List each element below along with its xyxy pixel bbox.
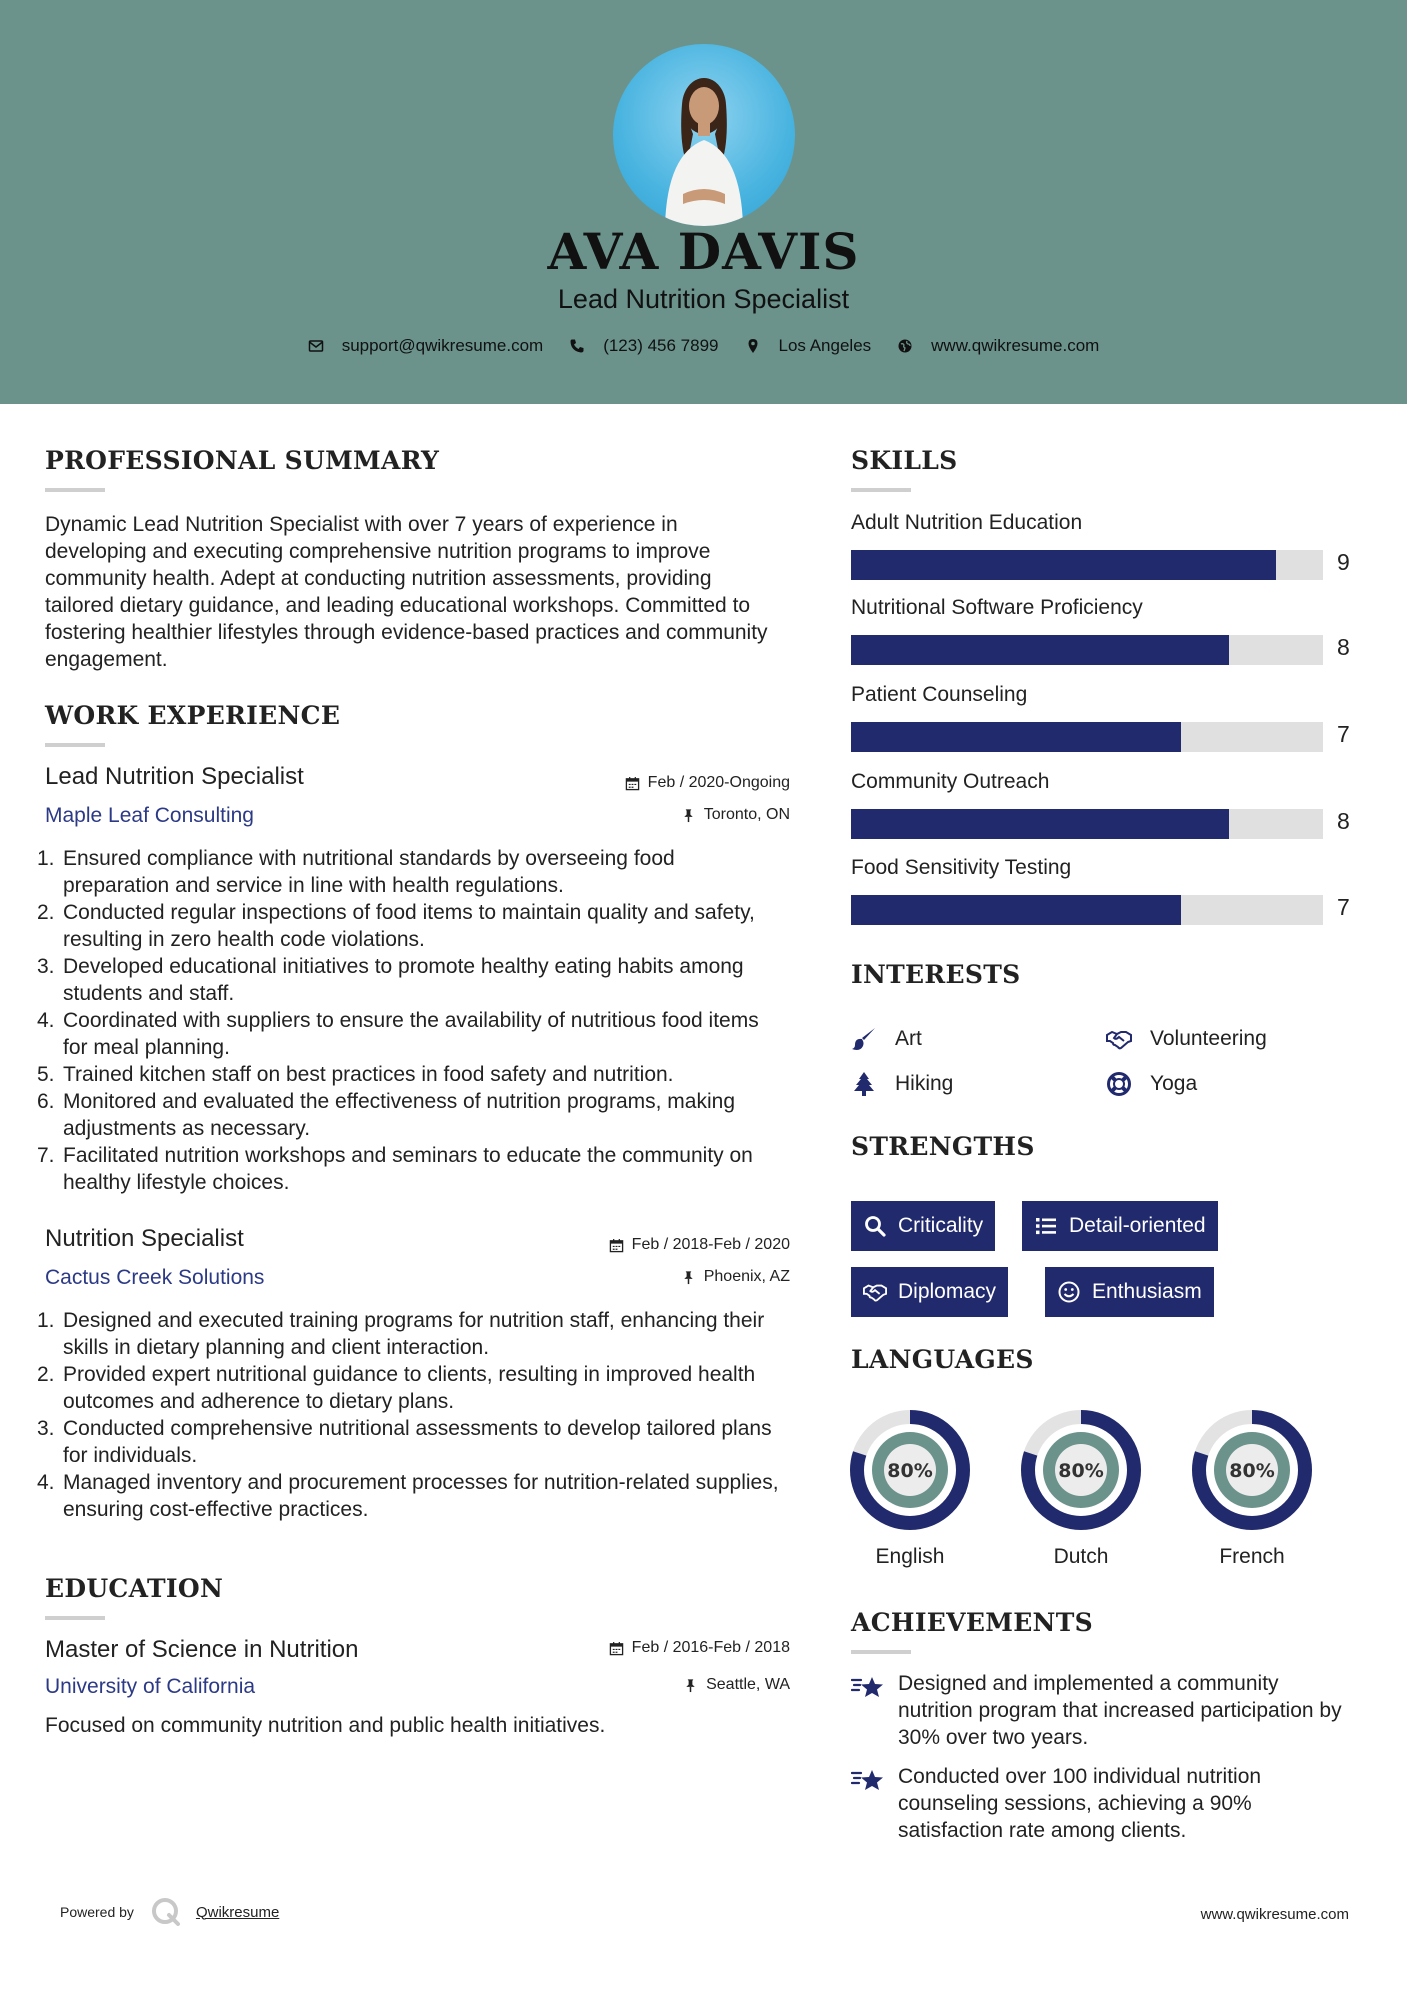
list-item: 2. Conducted regular inspections of food items to maintain quality and safety, resulting in zero health code violations. [37,901,755,951]
contact-bar [0,336,1407,356]
school-name: University of California [45,1675,256,1698]
skill-bar-track [851,635,1323,665]
strength-badge: Detail-oriented [1022,1201,1218,1251]
handshake-icon [863,1280,887,1304]
education-location-text: Seattle, WA [706,1676,790,1693]
education-heading: EDUCATION [45,1574,224,1603]
skill-label: Nutritional Software Proficiency [851,596,1143,619]
shooting-star-icon [851,1672,885,1702]
interests-heading: INTERESTS [851,960,1021,989]
skill-bar-fill [851,722,1181,752]
pushpin-icon [681,808,696,823]
summary-heading: PROFESSIONAL SUMMARY [45,446,440,475]
language-gauge [1191,1409,1313,1569]
skills-divider [851,488,911,492]
achievement-item: Designed and implemented a community nutrition program that increased participation by 30% over two years. [851,1670,1356,1751]
calendar-icon [609,1641,624,1656]
list-item: 4. Managed inventory and procurement processes for nutrition-related supplies, ensuring cost-effective practices. [37,1471,779,1521]
lifebuoy-icon [1106,1071,1132,1097]
language-percent: 80% [887,1460,933,1482]
list-item: 3. Conducted comprehensive nutritional assessments to develop tailored plans for individuals. [37,1417,772,1467]
education-location [683,1676,790,1694]
list-item: 5. Trained kitchen staff on best practices in food safety and nutrition. [37,1063,674,1086]
contact-location [745,336,872,356]
skill-label: Patient Counseling [851,683,1028,706]
strength-badge: Criticality [851,1201,995,1251]
achievements-heading: ACHIEVEMENTS [851,1608,1093,1637]
languages-heading: LANGUAGES [851,1345,1034,1374]
achievements-divider [851,1650,911,1654]
list-item: 7. Facilitated nutrition workshops and seminars to educate the community on healthy lifestyle choices. [37,1144,753,1194]
list-item: 4. Coordinated with suppliers to ensure the availability of nutritious food items for meal planning. [37,1009,759,1059]
language-donut [1191,1409,1313,1531]
strength-badge: Enthusiasm [1045,1267,1214,1317]
interest-art: Art [851,1026,922,1052]
brand-link[interactable]: Qwikresume [195,1903,280,1921]
list-item: 1. Designed and executed training programs for nutrition staff, enhancing their skills in dietary planning and client interaction. [37,1309,765,1359]
skill-label: Food Sensitivity Testing [851,856,1072,879]
contact-phone[interactable] [569,336,718,356]
education-dates [609,1639,790,1657]
job-dates [625,774,790,792]
education-dates-text: Feb / 2016-Feb / 2018 [631,1639,790,1656]
skill-bar-track [851,550,1323,580]
degree-title: Master of Science in Nutrition [45,1636,359,1663]
interest-yoga: Yoga [1106,1071,1197,1097]
pushpin-icon [681,1270,696,1285]
language-donut [849,1409,971,1531]
company-name: Maple Leaf Consulting [45,804,254,827]
calendar-icon [625,776,640,791]
contact-email[interactable] [308,336,544,356]
skill-bar-fill [851,635,1229,665]
experience-heading: WORK EXPERIENCE [45,701,341,730]
language-percent: 80% [1229,1460,1275,1482]
job-title: Nutrition Specialist [45,1225,244,1252]
list-item: 3. Developed educational initiatives to promote healthy eating habits among students and staff. [37,955,744,1005]
skill-score: 8 [1337,634,1350,660]
email-text: support@qwikresume.com [341,336,544,355]
skill-bar-fill [851,809,1229,839]
website-text: www.qwikresume.com [931,336,1100,355]
list-item: 1. Ensured compliance with nutritional standards by overseeing food preparation and service in line with health regulations. [37,847,675,897]
job-duties-list [37,845,785,1196]
job-location [681,1268,790,1286]
interest-volunteering: Volunteering [1106,1026,1267,1052]
language-label: French [1219,1545,1285,1568]
skill-bar-fill [851,895,1181,925]
job-location [681,806,790,824]
pushpin-icon [683,1678,698,1693]
paintbrush-icon [851,1026,877,1052]
language-gauge [1020,1409,1142,1569]
globe-icon [897,338,913,354]
list-item: 6. Monitored and evaluated the effectiveness of nutrition programs, making adjustments as necessary. [37,1090,735,1140]
experience-divider [45,743,105,747]
skill-score: 7 [1337,894,1350,920]
company-name: Cactus Creek Solutions [45,1266,265,1289]
skill-score: 8 [1337,808,1350,834]
job-dates [609,1236,790,1254]
skill-bar-track [851,895,1323,925]
skill-score: 9 [1337,549,1350,575]
footer-powered-by [60,1896,279,1928]
job-duties-list [37,1307,795,1523]
job-dates-text: Feb / 2018-Feb / 2020 [631,1236,790,1253]
job-location-text: Toronto, ON [703,806,790,823]
job-title: Lead Nutrition Specialist [45,763,304,790]
candidate-title: Lead Nutrition Specialist [557,284,850,314]
skill-label: Adult Nutrition Education [851,511,1083,534]
summary-text: Dynamic Lead Nutrition Specialist with over 7 years of experience in developing and executing comprehensive nutrition programs to improve community health. Adept at conducting nutrition assessments, providing tailored dietary guidance, and leading educational workshops. Committed to fostering healthier lifestyles through evidence-based practices and community engagement. [45,513,768,671]
list-icon [1034,1214,1058,1238]
skill-bar-track [851,809,1323,839]
skill-score: 7 [1337,721,1350,747]
language-label: English [875,1545,945,1568]
language-gauge [849,1409,971,1569]
envelope-icon [308,338,324,354]
header-banner [0,0,1407,404]
strength-badge: Diplomacy [851,1267,1008,1317]
contact-website[interactable] [897,336,1099,356]
calendar-icon [609,1238,624,1253]
shooting-star-icon [851,1765,885,1795]
summary-divider [45,488,105,492]
handshake-icon [1106,1026,1132,1052]
map-marker-icon [745,338,761,354]
powered-by-text: Powered by [60,1904,134,1920]
tree-icon [851,1071,877,1097]
interest-hiking: Hiking [851,1071,953,1097]
phone-icon [569,338,585,354]
education-divider [45,1616,105,1620]
location-text: Los Angeles [778,336,872,355]
profile-photo [613,44,795,226]
job-dates-text: Feb / 2020-Ongoing [647,774,790,791]
strengths-heading: STRENGTHS [851,1132,1035,1161]
achievement-item: Conducted over 100 individual nutrition counseling sessions, achieving a 90% satisfaction rate among clients. [851,1763,1356,1844]
skill-bar-track [851,722,1323,752]
language-percent: 80% [1058,1460,1104,1482]
smile-icon [1057,1280,1081,1304]
language-donut [1020,1409,1142,1531]
education-note: Focused on community nutrition and public health initiatives. [45,1714,606,1737]
skills-heading: SKILLS [851,446,958,475]
qwikresume-logo-icon [150,1896,182,1928]
phone-text: (123) 456 7899 [603,336,719,355]
job-location-text: Phoenix, AZ [703,1268,790,1285]
skill-label: Community Outreach [851,770,1050,793]
footer-website[interactable]: www.qwikresume.com [1200,1906,1349,1923]
skill-bar-fill [851,550,1276,580]
language-label: Dutch [1053,1545,1109,1568]
search-icon [863,1214,887,1238]
list-item: 2. Provided expert nutritional guidance to clients, resulting in improved health outcomes and adherence to dietary plans. [37,1363,756,1413]
candidate-name: AVA DAVIS [547,222,860,281]
